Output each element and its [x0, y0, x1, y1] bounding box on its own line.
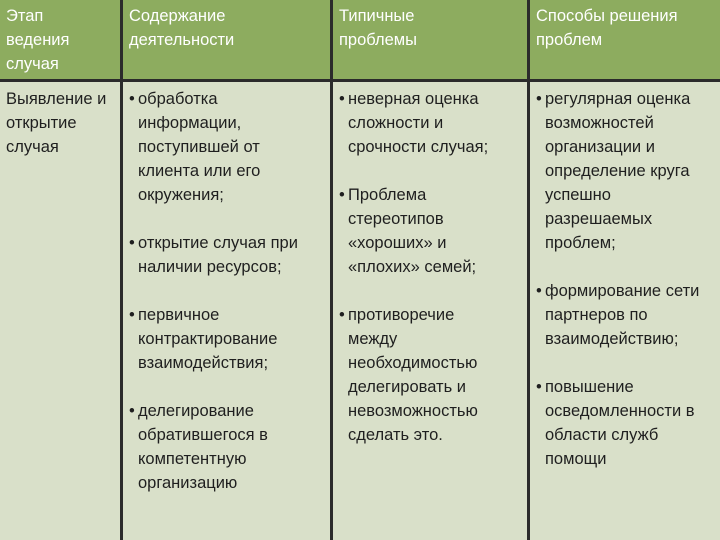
- solution-item: [536, 87, 714, 255]
- bullet-mark: •: [129, 234, 135, 252]
- header-stage: Этап ведения случая: [0, 0, 120, 79]
- solutions-cell: [530, 82, 720, 540]
- bullet-mark: •: [129, 402, 135, 420]
- stage-cell: Выявление и открытие случая: [0, 82, 120, 540]
- solution-text: регулярная оценка возможностей организации и определение круга успешно разрешаемых проблем;: [545, 90, 691, 252]
- problem-item: [339, 87, 521, 159]
- solution-item: [536, 375, 714, 471]
- header-solutions: Способы решения проблем: [530, 0, 720, 79]
- problem-text: противоречие между необходимостью делегировать и невозможностью сделать это.: [348, 306, 478, 444]
- bullet-mark: •: [339, 306, 345, 324]
- activity-text: первичное контрактирование взаимодействия;: [138, 306, 278, 372]
- problem-item: [339, 183, 521, 279]
- bullet-mark: •: [536, 378, 542, 396]
- bullet-mark: •: [339, 90, 345, 108]
- activities-cell: [123, 82, 330, 540]
- bullet-mark: •: [129, 90, 135, 108]
- problem-text: Проблема стереотипов «хороших» и «плохих» семей;: [348, 186, 477, 276]
- activity-item: [129, 231, 324, 279]
- header-problems: Типичные проблемы: [333, 0, 527, 79]
- bullet-mark: •: [129, 306, 135, 324]
- activity-item: [129, 303, 324, 375]
- activity-item: [129, 87, 324, 207]
- solution-text: формирование сети партнеров по взаимодействию;: [545, 282, 700, 348]
- bullet-mark: •: [536, 282, 542, 300]
- activity-text: обработка информации, поступившей от клиента или его окружения;: [138, 90, 261, 204]
- header-activities: Содержание деятельности: [123, 0, 330, 79]
- activity-item: [129, 399, 324, 495]
- bullet-mark: •: [536, 90, 542, 108]
- solution-text: повышение осведомленности в области служб помощи: [545, 378, 695, 468]
- bullet-mark: •: [339, 186, 345, 204]
- activity-text: открытие случая при наличии ресурсов;: [138, 234, 298, 276]
- activity-text: делегирование обратившегося в компетентную организацию: [138, 402, 268, 492]
- problem-item: [339, 303, 521, 447]
- problem-text: неверная оценка сложности и срочности случая;: [348, 90, 489, 156]
- problems-cell: [333, 82, 527, 540]
- solution-item: [536, 279, 714, 351]
